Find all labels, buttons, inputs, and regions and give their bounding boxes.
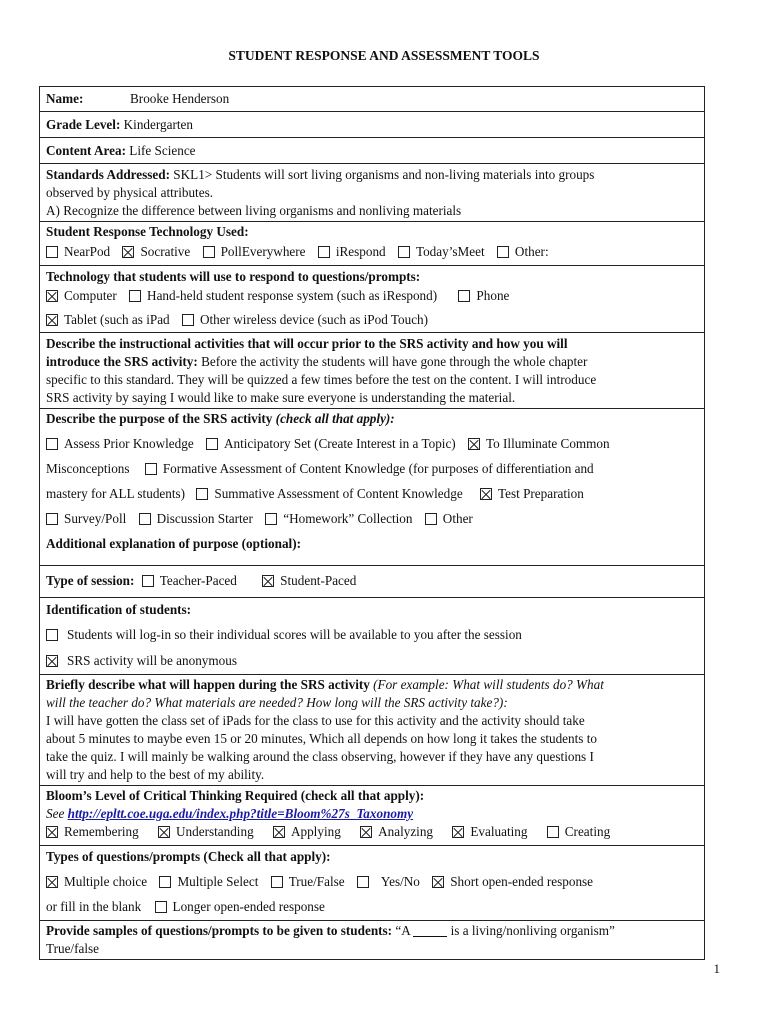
additional-purpose-label: Additional explanation of purpose (optional): <box>46 536 301 551</box>
bloom-see-text: See <box>46 806 65 821</box>
option-todaysmeet[interactable]: Today’sMeet <box>398 243 485 261</box>
option-survey[interactable]: Survey/Poll <box>46 506 126 531</box>
checkbox-unchecked-icon[interactable] <box>547 826 559 838</box>
checkbox-unchecked-icon[interactable] <box>425 513 437 525</box>
session-row <box>40 566 705 598</box>
option-anticipatory[interactable]: Anticipatory Set (Create Interest in a Topic) <box>206 431 456 456</box>
checkbox-checked-icon[interactable] <box>360 826 372 838</box>
checkbox-unchecked-icon[interactable] <box>46 438 58 450</box>
standards-line-3[interactable]: A) Recognize the difference between living organisms and nonliving materials <box>46 203 462 218</box>
during-text-3[interactable]: take the quiz. I will mainly be walking around the class observing, however if they have any questions I <box>46 749 594 764</box>
checkbox-unchecked-icon[interactable] <box>203 246 215 258</box>
mastery-text: mastery for ALL students) <box>46 486 186 501</box>
option-polleverywhere[interactable]: PollEverywhere <box>203 243 306 261</box>
checkbox-unchecked-icon[interactable] <box>357 876 369 888</box>
question-types-row <box>40 846 705 921</box>
option-summative[interactable]: Summative Assessment of Content Knowledge <box>196 481 462 506</box>
samples-text-2[interactable]: True/false <box>46 941 99 956</box>
instructional-text-1[interactable]: Before the activity the students will have gone through the whole chapter <box>201 354 588 369</box>
option-socrative[interactable]: Socrative <box>122 243 190 261</box>
checkbox-checked-icon[interactable] <box>46 826 58 838</box>
during-text-4[interactable]: will try and help to the best of my ability. <box>46 767 265 782</box>
bloom-row <box>40 786 705 846</box>
option-multiple-select[interactable]: Multiple Select <box>159 869 258 894</box>
during-text-1[interactable]: I will have gotten the class set of iPads for the class to use for this activity and the activity should take <box>46 713 585 728</box>
name-row <box>40 87 705 112</box>
option-test-preparation[interactable]: Test Preparation <box>480 481 584 506</box>
name-value[interactable]: Brooke Henderson <box>130 91 230 106</box>
checkbox-checked-icon[interactable] <box>273 826 285 838</box>
option-anonymous[interactable]: SRS activity will be anonymous <box>46 652 237 670</box>
option-teacher-paced[interactable]: Teacher-Paced <box>142 572 237 590</box>
purpose-row <box>40 409 705 566</box>
misconceptions-text: Misconceptions <box>46 461 130 476</box>
during-row <box>40 675 705 786</box>
option-creating[interactable]: Creating <box>547 823 610 841</box>
checkbox-unchecked-icon[interactable] <box>458 290 470 302</box>
srs-form-table <box>39 86 705 960</box>
option-homework[interactable]: “Homework” Collection <box>265 506 412 531</box>
checkbox-checked-icon[interactable] <box>432 876 444 888</box>
srs-technology-label: Student Response Technology Used: <box>46 224 249 239</box>
checkbox-unchecked-icon[interactable] <box>398 246 410 258</box>
checkbox-checked-icon[interactable] <box>46 876 58 888</box>
content-area-label: Content Area: <box>46 143 126 158</box>
option-tablet[interactable]: Tablet (such as iPad <box>46 311 170 329</box>
checkbox-unchecked-icon[interactable] <box>142 575 154 587</box>
option-handheld[interactable]: Hand-held student response system (such as iRespond) <box>129 287 437 305</box>
checkbox-checked-icon[interactable] <box>158 826 170 838</box>
during-example-2: will the teacher do? What materials are needed? How long will the SRS activity take?): <box>46 695 508 710</box>
option-irespond[interactable]: iRespond <box>318 243 386 261</box>
checkbox-unchecked-icon[interactable] <box>46 513 58 525</box>
option-analyzing[interactable]: Analyzing <box>360 823 433 841</box>
checkbox-unchecked-icon[interactable] <box>497 246 509 258</box>
document-title: STUDENT RESPONSE AND ASSESSMENT TOOLS <box>228 48 540 63</box>
blank-line <box>413 924 447 937</box>
standards-label: Standards Addressed: <box>46 167 170 182</box>
checkbox-unchecked-icon[interactable] <box>145 463 157 475</box>
checkbox-checked-icon[interactable] <box>46 314 58 326</box>
fill-in-blank-text: or fill in the blank <box>46 899 142 914</box>
content-area-value[interactable]: Life Science <box>129 143 196 158</box>
option-yes-no[interactable]: Yes/No <box>357 869 420 894</box>
instructional-text-3[interactable]: SRS activity by saying I would like to make sure everyone is understanding the material. <box>46 390 516 405</box>
option-multiple-choice[interactable]: Multiple choice <box>46 869 147 894</box>
grade-row <box>40 112 705 138</box>
option-true-false[interactable]: True/False <box>271 869 345 894</box>
option-formative[interactable]: Formative Assessment of Content Knowledge (for purposes of differentiation and <box>145 456 594 481</box>
identification-row <box>40 598 705 675</box>
option-nearpod[interactable]: NearPod <box>46 243 110 261</box>
during-label: Briefly describe what will happen during the SRS activity <box>46 677 370 692</box>
checkbox-unchecked-icon[interactable] <box>196 488 208 500</box>
checkbox-checked-icon[interactable] <box>452 826 464 838</box>
instructional-label-2: introduce the SRS activity: <box>46 354 198 369</box>
option-assess-prior[interactable]: Assess Prior Knowledge <box>46 431 194 456</box>
during-example-1: (For example: What will students do? What <box>373 677 604 692</box>
question-types-label: Types of questions/prompts (Check all that apply): <box>46 849 331 864</box>
checkbox-checked-icon[interactable] <box>480 488 492 500</box>
option-evaluating[interactable]: Evaluating <box>452 823 527 841</box>
identification-label: Identification of students: <box>46 602 192 617</box>
option-remembering[interactable]: Remembering <box>46 823 139 841</box>
instructional-label: Describe the instructional activities that will occur prior to the SRS activity and how you will <box>46 336 568 351</box>
checkbox-unchecked-icon[interactable] <box>46 629 58 641</box>
srs-technology-row <box>40 222 705 266</box>
option-phone[interactable]: Phone <box>458 287 509 305</box>
purpose-label: Describe the purpose of the SRS activity <box>46 411 273 426</box>
samples-text-a[interactable]: “A <box>395 923 411 938</box>
student-technology-row <box>40 266 705 333</box>
option-discussion[interactable]: Discussion Starter <box>139 506 253 531</box>
checkbox-unchecked-icon[interactable] <box>129 290 141 302</box>
checkbox-unchecked-icon[interactable] <box>206 438 218 450</box>
checkbox-unchecked-icon[interactable] <box>182 314 194 326</box>
student-technology-label: Technology that students will use to respond to questions/prompts: <box>46 269 421 284</box>
checkbox-unchecked-icon[interactable] <box>46 246 58 258</box>
checkbox-unchecked-icon[interactable] <box>265 513 277 525</box>
checkbox-unchecked-icon[interactable] <box>271 876 283 888</box>
standards-line-2[interactable]: observed by physical attributes. <box>46 185 214 200</box>
option-other-wireless[interactable]: Other wireless device (such as iPod Touch) <box>182 311 428 329</box>
standards-row <box>40 164 705 222</box>
option-longer-open-ended[interactable]: Longer open-ended response <box>155 894 325 919</box>
purpose-label-note: (check all that apply): <box>275 411 395 426</box>
bloom-taxonomy-link[interactable]: http://epltt.coe.uga.edu/index.php?title=Bloom%27s_Taxonomy <box>67 806 414 821</box>
option-short-open-ended[interactable]: Short open-ended response <box>432 869 593 894</box>
checkbox-checked-icon[interactable] <box>262 575 274 587</box>
samples-text-b[interactable]: is a living/nonliving organism” <box>450 923 615 938</box>
instructional-text-2[interactable]: specific to this standard. They will be quizzed a few times before the test on the content. I will introduce <box>46 372 597 387</box>
option-other[interactable]: Other: <box>497 243 549 261</box>
bloom-label: Bloom’s Level of Critical Thinking Required (check all that apply): <box>46 788 425 803</box>
page-number: 1 <box>713 961 720 976</box>
checkbox-unchecked-icon[interactable] <box>139 513 151 525</box>
samples-row <box>40 921 705 960</box>
session-label: Type of session: <box>46 573 135 588</box>
instructional-row <box>40 333 705 409</box>
standards-line-1[interactable]: SKL1> Students will sort living organisms and non-living materials into groups <box>173 167 595 182</box>
name-label: Name: <box>46 91 84 106</box>
checkbox-checked-icon[interactable] <box>46 655 58 667</box>
option-login[interactable]: Students will log-in so their individual scores will be available to you after the session <box>46 626 522 644</box>
grade-value[interactable]: Kindergarten <box>123 117 193 132</box>
option-understanding[interactable]: Understanding <box>158 823 254 841</box>
during-text-2[interactable]: about 5 minutes to maybe even 15 or 20 minutes, Which all depends on how long it takes the students to <box>46 731 597 746</box>
option-student-paced[interactable]: Student-Paced <box>262 572 356 590</box>
grade-label: Grade Level: <box>46 117 121 132</box>
checkbox-checked-icon[interactable] <box>468 438 480 450</box>
checkbox-unchecked-icon[interactable] <box>155 901 167 913</box>
samples-label: Provide samples of questions/prompts to be given to students: <box>46 923 393 938</box>
option-other-purpose[interactable]: Other <box>425 506 473 531</box>
option-computer[interactable]: Computer <box>46 287 117 305</box>
option-applying[interactable]: Applying <box>273 823 341 841</box>
content-area-row <box>40 138 705 164</box>
checkbox-unchecked-icon[interactable] <box>159 876 171 888</box>
checkbox-unchecked-icon[interactable] <box>318 246 330 258</box>
option-illuminate[interactable]: To Illuminate Common <box>468 431 610 456</box>
checkbox-checked-icon[interactable] <box>122 246 134 258</box>
checkbox-checked-icon[interactable] <box>46 290 58 302</box>
